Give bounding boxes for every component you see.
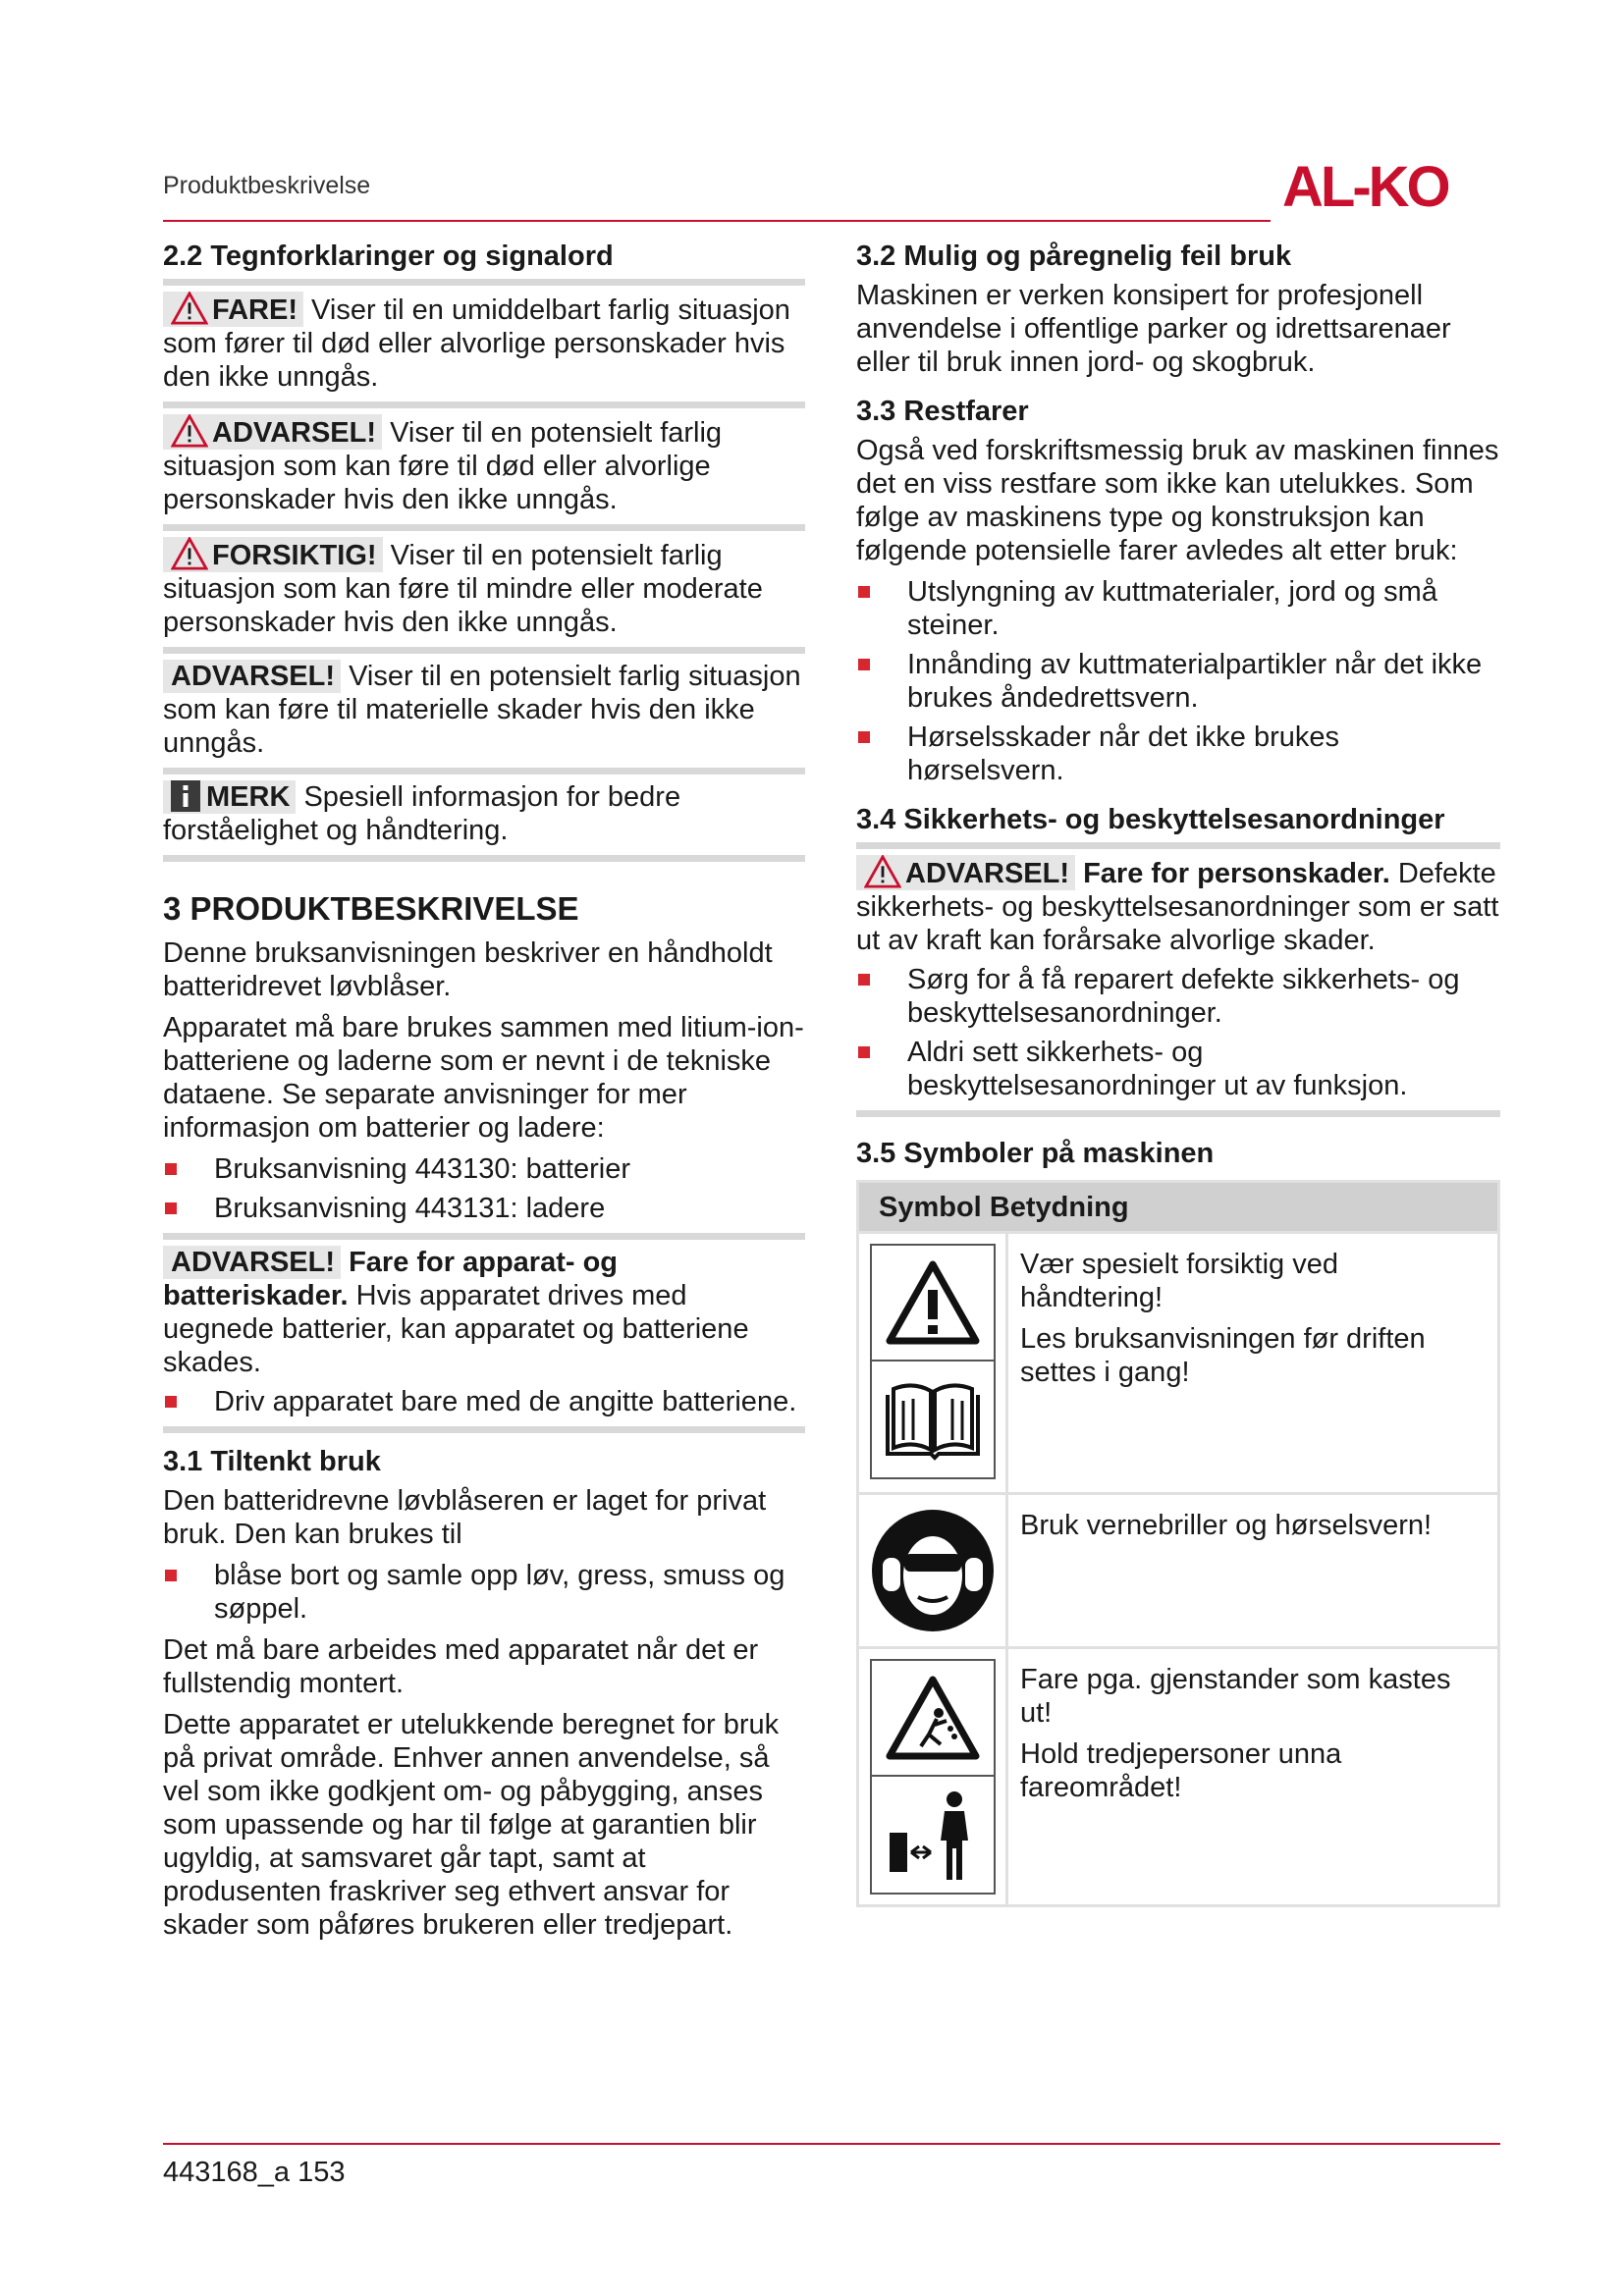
warning-text: Defekte sikkerhets- og beskyttelsesanordninger som er satt ut av kraft kan forårsake alvorlige skader.: [856, 858, 1499, 956]
paragraph: Det må bare arbeides med apparatet når det er fullstendig montert.: [163, 1634, 759, 1699]
paragraph: Den batteridrevne løvblåseren er laget for privat bruk. Den kan brukes til: [163, 1485, 767, 1550]
warning-triangle-icon: [171, 414, 208, 448]
battery-warning-box: [163, 1233, 805, 1418]
manual-list: [163, 1152, 805, 1225]
warning-headline: Fare for personskader.: [1075, 858, 1390, 889]
right-column: [856, 240, 1500, 1907]
symbol-cell: [858, 1494, 1007, 1648]
paragraph: Apparatet må bare brukes sammen med litium-ion-batteriene og laderne som er nevnt i de tekniske dataene. Se separate anvisninger for mer informasjon om batterier og ladere:: [163, 1012, 804, 1144]
list-item: Driv apparatet bare med de angitte batteriene.: [163, 1385, 805, 1418]
note-box: [163, 768, 805, 847]
note-label: MERK: [163, 780, 296, 814]
meaning-cell: [1007, 1648, 1499, 1906]
warning-label: ADVARSEL!: [163, 414, 382, 450]
box-end-rule: [163, 855, 805, 862]
header-rule: [163, 220, 1271, 222]
chapter-3-title: 3 PRODUKTBESKRIVELSE: [163, 890, 579, 927]
table-header-row: [858, 1182, 1499, 1233]
section-3-4-title: 3.4 Sikkerhets- og beskyttelsesanordninger: [856, 804, 1445, 835]
caution-text: Viser til en potensielt farlig situasjon som kan føre til mindre eller moderate personskader hvis den ikke unngås.: [163, 540, 763, 638]
section-3-1-title: 3.1 Tiltenkt bruk: [163, 1446, 381, 1477]
warning-triangle-icon: [171, 537, 208, 570]
danger-label: FARE!: [163, 292, 303, 327]
left-column: [163, 240, 805, 1949]
box-end-rule: [163, 1426, 805, 1433]
list-item: Aldri sett sikkerhets- og beskyttelsesanordninger ut av funksjon.: [856, 1036, 1500, 1102]
symbol-cell: [858, 1648, 1007, 1906]
warning-headline: Fare for apparat- og batteriskader.: [163, 1247, 619, 1311]
footer-rule: [163, 2143, 1500, 2145]
safety-warning-box: [856, 842, 1500, 1102]
thrown-objects-icon: [870, 1659, 996, 1777]
box-end-rule: [856, 1110, 1500, 1117]
paragraph: Maskinen er verken konsipert for profesjonell anvendelse i offentlige parker og idrettsarenaer eller til bruk innen jord- og skogbruk.: [856, 280, 1451, 378]
paragraph: Dette apparatet er utelukkende beregnet for bruk på privat område. Enhver annen anvendelse, så vel som ikke godkjent om- og påbygging, anses som upassende og har til følge at garantien blir ugyldig, at samsvaret går tapt, samt at produsenten fraskriver seg ethvert ansvar for skader som påføres brukeren eller tredjepart.: [163, 1709, 780, 1941]
danger-box: [163, 279, 805, 394]
meaning-cell: [1007, 1494, 1499, 1648]
list-item: blåse bort og samle opp løv, gress, smuss og søppel.: [163, 1559, 805, 1626]
running-header: Produktbeskrivelse: [163, 172, 371, 199]
meaning-cell: [1007, 1233, 1499, 1494]
warning-triangle-icon: [171, 292, 208, 325]
section-3-2-title: 3.2 Mulig og påregnelig feil bruk: [856, 240, 1292, 272]
notice-text: Viser til en potensielt farlig situasjon som kan føre til materielle skader hvis den ikke unngås.: [163, 661, 801, 759]
col-symbol: Symbol: [879, 1191, 982, 1223]
symbol-cell: [858, 1233, 1007, 1494]
keep-distance-icon: [870, 1777, 996, 1895]
info-icon: [171, 780, 200, 812]
meaning-text: Les bruksanvisningen før driften settes i gang!: [1020, 1323, 1426, 1388]
section-3-3-title: 3.3 Restfarer: [856, 396, 1029, 427]
list-item: Bruksanvisning 443131: ladere: [163, 1192, 805, 1225]
meaning-text: Bruk vernebriller og hørselsvern!: [1020, 1510, 1433, 1541]
caution-symbol-icon: [870, 1244, 996, 1362]
table-row: [858, 1648, 1499, 1906]
list-item: Innånding av kuttmaterialpartikler når det ikke brukes åndedrettsvern.: [856, 648, 1500, 715]
table-row: [858, 1494, 1499, 1648]
list-item: Sørg for å få reparert defekte sikkerhets- og beskyttelsesanordninger.: [856, 963, 1500, 1030]
section-3-5-title: 3.5 Symboler på maskinen: [856, 1138, 1215, 1169]
list-item: Bruksanvisning 443130: batterier: [163, 1152, 805, 1186]
table-row: [858, 1233, 1499, 1494]
notice-box: [163, 647, 805, 760]
svg-text:AL-KO: AL-KO: [1282, 157, 1448, 212]
note-text: Spesiell informasjon for bedre forståelighet og håndtering.: [163, 781, 681, 846]
page-footer: 443168_a 153: [163, 2157, 346, 2188]
paragraph: Også ved forskriftsmessig bruk av maskinen finnes det en viss restfare som ikke kan utelukkes. Som følge av maskinens type og konstruksjon kan følgende potensielle farer avledes alt etter bruk:: [856, 435, 1499, 566]
warning-text: Viser til en potensielt farlig situasjon som kan føre til død eller alvorlige personskader hvis den ikke unngås.: [163, 417, 723, 515]
warning-label: ADVARSEL!: [856, 855, 1075, 890]
battery-list: [163, 1385, 805, 1418]
intended-use-list: [163, 1559, 805, 1626]
danger-text: Viser til en umiddelbart farlig situasjon som fører til død eller alvorlige personskader hvis den ikke unngås.: [163, 294, 790, 393]
notice-label: ADVARSEL!: [163, 660, 341, 693]
safety-list: [856, 963, 1500, 1102]
caution-label: FORSIKTIG!: [163, 537, 383, 572]
warning-box: [163, 401, 805, 516]
warning-label: ADVARSEL!: [163, 1246, 341, 1279]
meaning-text: Hold tredjepersoner unna fareområdet!: [1020, 1738, 1342, 1803]
meaning-text: Fare pga. gjenstander som kastes ut!: [1020, 1664, 1451, 1729]
list-item: Utslyngning av kuttmaterialer, jord og små steiner.: [856, 575, 1500, 642]
residual-risks-list: [856, 575, 1500, 787]
section-2-2-title: 2.2 Tegnforklaringer og signalord: [163, 240, 614, 272]
read-manual-icon: [870, 1362, 996, 1479]
paragraph: Denne bruksanvisningen beskriver en håndholdt batteridrevet løvblåser.: [163, 937, 773, 1002]
meaning-text: Vær spesielt forsiktig ved håndtering!: [1020, 1249, 1338, 1313]
symbols-table: [856, 1180, 1500, 1907]
warning-text: Hvis apparatet drives med uegnede batterier, kan apparatet og batteriene skades.: [163, 1280, 749, 1378]
table-header: [858, 1182, 1499, 1233]
list-item: Hørselsskader når det ikke brukes hørselsvern.: [856, 721, 1500, 787]
caution-box: [163, 524, 805, 639]
alko-logo: [1282, 157, 1498, 212]
warning-triangle-icon: [864, 855, 901, 888]
goggles-ear-protection-icon: [869, 1507, 997, 1634]
col-meaning: Betydning: [989, 1191, 1129, 1223]
